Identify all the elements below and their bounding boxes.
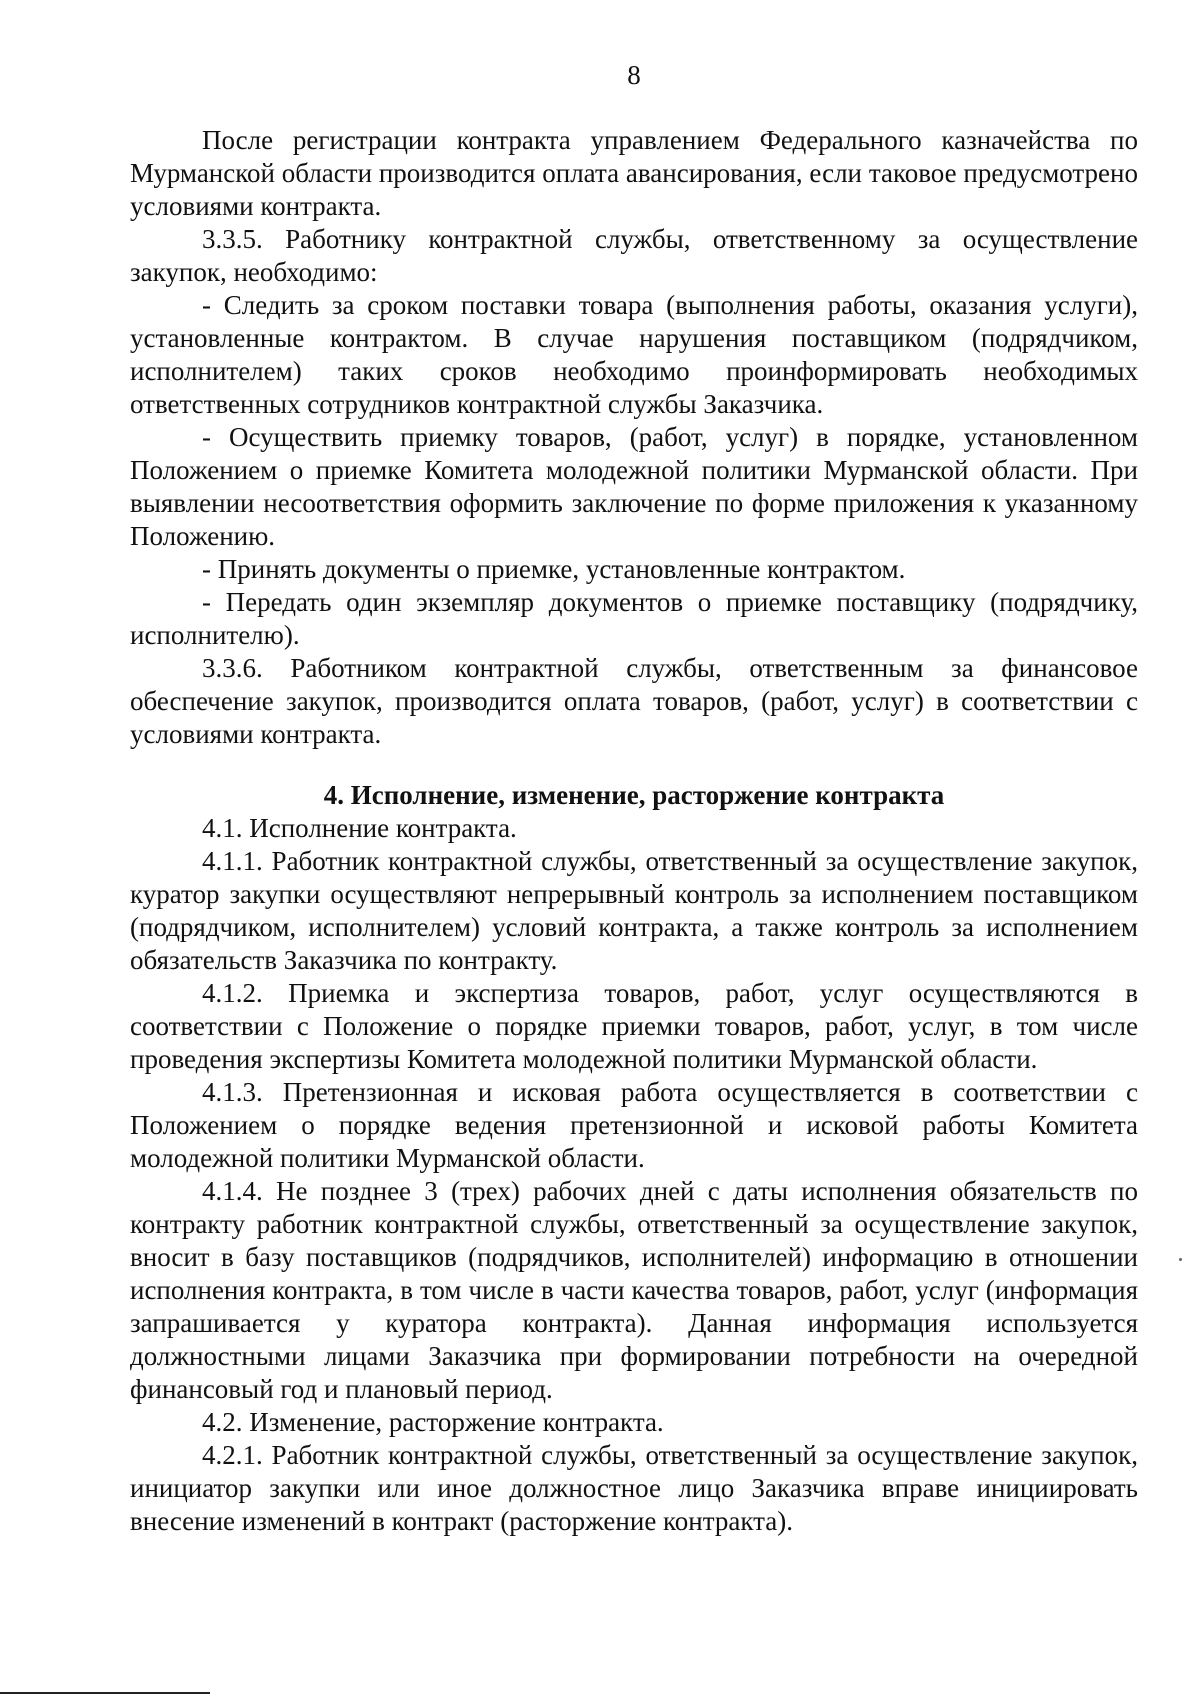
- paragraph-acceptance: - Осуществить приемку товаров, (работ, услуг) в порядке, установленном Положением о приемке Комитета молодежной политики Мурманской области. При выявлении несоответствия оформить заключение по форме приложения к указанному Положению.: [130, 422, 1138, 551]
- paragraph-delivery-monitoring: - Следить за сроком поставки товара (выполнения работы, оказания услуги), установленные контрактом. В случае нарушения поставщиком (подрядчиком, исполнителем) таких сроков необходимо проинформировать необходимых ответственных сотрудников контрактной службы Заказчика.: [130, 290, 1138, 419]
- paragraph-4-1-1: 4.1.1. Работник контрактной службы, ответственный за осуществление закупок, куратор закупки осуществляют непрерывный контроль за исполнением поставщиком (подрядчиком, исполнителем) условий контракта, а также контроль за исполнением обязательств Заказчика по контракту.: [130, 846, 1138, 975]
- scan-artifact-dot: [1179, 1258, 1182, 1261]
- paragraph-4-1-4: 4.1.4. Не позднее 3 (трех) рабочих дней с даты исполнения обязательств по контракту работник контрактной службы, ответственный за осуществление закупок, вносит в базу поставщиков (подрядчиков, исполнителей) информацию в отношении исполнения контракта, в том числе в части качества товаров, работ, услуг (информация запрашивается у куратора контракта). Данная информация используется должностными лицами Заказчика при формировании потребности на очередной финансовый год и плановый период.: [130, 1176, 1138, 1404]
- scan-artifact-line: [0, 1692, 210, 1694]
- document-body: [130, 124, 1138, 1538]
- paragraph-accept-documents: - Принять документы о приемке, установленные контрактом.: [202, 554, 906, 584]
- page-number: 8: [627, 60, 641, 90]
- paragraph-4-2: 4.2. Изменение, расторжение контракта.: [202, 1407, 664, 1437]
- paragraph-transfer-copy: - Передать один экземпляр документов о приемке поставщику (подрядчику, исполнителю).: [130, 587, 1138, 650]
- section-4-heading: 4. Исполнение, изменение, расторжение контракта: [323, 780, 945, 810]
- paragraph-registration-payment: После регистрации контракта управлением Федерального казначейства по Мурманской области производится оплата авансирования, если таковое предусмотрено условиями контракта.: [130, 125, 1138, 221]
- paragraph-4-2-1: 4.2.1. Работник контрактной службы, ответственный за осуществление закупок, инициатор закупки или иное должностное лицо Заказчика вправе инициировать внесение изменений в контракт (расторжение контракта).: [130, 1440, 1138, 1536]
- paragraph-3-3-6: 3.3.6. Работником контрактной службы, ответственным за финансовое обеспечение закупок, производится оплата товаров, (работ, услуг) в соответствии с условиями контракта.: [130, 653, 1138, 749]
- paragraph-4-1-2: 4.1.2. Приемка и экспертиза товаров, работ, услуг осуществляются в соответствии с Положение о порядке приемки товаров, работ, услуг, в том числе проведения экспертизы Комитета молодежной политики Мурманской области.: [130, 978, 1138, 1074]
- paragraph-4-1: 4.1. Исполнение контракта.: [202, 813, 517, 843]
- paragraph-3-3-5: 3.3.5. Работнику контрактной службы, ответственному за осуществление закупок, необходимо:: [130, 224, 1138, 287]
- paragraph-4-1-3: 4.1.3. Претензионная и исковая работа осуществляется в соответствии с Положением о порядке ведения претензионной и исковой работы Комитета молодежной политики Мурманской области.: [130, 1077, 1138, 1173]
